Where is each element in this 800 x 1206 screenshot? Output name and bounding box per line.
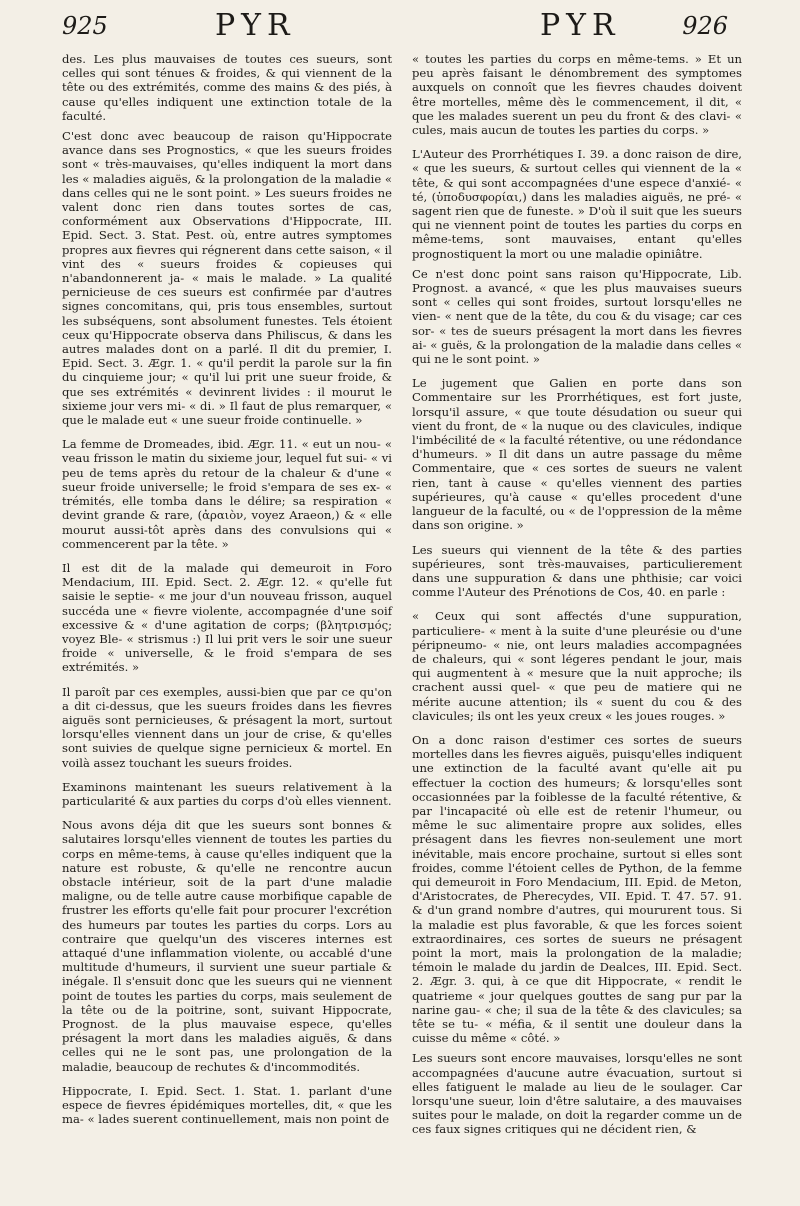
paragraph: C'est donc avec beaucoup de raison qu'Hippocrate avance dans ses Prognostics, « que les sueurs froides sont « très-mauvaises, qu'elles indiquent la mort dans les « maladies aiguës, & la prolongation de la maladie « dans celles qui ne le sont point. » Les sueurs froides ne valent donc rien dans toutes sortes de cas, conformément aux Observations d'Hippocrate, III. Epid. Sect. 3. Stat. Pest. où, entre autres symptomes propres aux fievres qui régnerent dans cette saison, « il vint des « sueurs froides & copieuses qui n'abandonnerent ja- « mais le malade. » La qualité pernicieuse de ces sueurs est confirmée par d'autres signes concomitans, qui, pris tous ensembles, surtout les subséquens, sont absolument funestes. Tels étoient ceux qu'Hippocrate observa dans Philiscus, & dans les autres malades dont on a parlé. Il dit du premier, I. Epid. Sect. 3. Ægr. 1. « qu'il perdit la parole sur la fin du cinquieme jour; « qu'il lui prit une sueur froide, & que ses extrémités « devinrent livides : il mourut le sixieme jour vers mi- « di. » Il faut de plus remarquer, « que le malade eut « une sueur froide continuelle. » — [62, 129, 392, 428]
paragraph: Il paroît par ces exemples, aussi-bien que par ce qu'on a dit ci-dessus, que les sueurs froides dans les fievres aiguës sont pernicieuses, & présagent la mort, surtout lorsqu'elles viennent dans un jour de crise, & qu'elles sont suivies de quelque signe pernicieux & mortel. En voilà assez touchant les sueurs froides. — [62, 684, 392, 770]
paragraph: « toutes les parties du corps en même-tems. » Et un peu après faisant le dénombrement des symptomes auxquels on connoît que les fievres chaudes doivent être mortelles, même dès le commencement, il dit, « que les malades suerent un peu du front & des clavi- « cules, mais aucun de toutes les parties du corps. » — [412, 52, 742, 138]
page-header — [0, 6, 800, 46]
paragraph: Hippocrate, I. Epid. Sect. 1. Stat. 1. parlant d'une espece de fievres épidémiques mortelles, dit, « que les ma- « lades suerent continuellement, mais non point de — [62, 1083, 392, 1127]
paragraph: Les sueurs qui viennent de la tête & des parties supérieures, sont très-mauvaises, particulierement dans une suppuration & dans une phthisie; car voici comme l'Auteur des Prénotions de Cos, 40. en parle : — [412, 542, 742, 600]
left-page-number: 925 — [62, 12, 108, 40]
paragraph: Le jugement que Galien en porte dans son Commentaire sur les Prorrhétiques, est fort juste, lorsqu'il assure, « que toute désudation ou sueur qui vient du front, de « la nuque ou des clavicules, indique l'imbécilité de « la faculté rétentive, ou une rédondance d'humeurs. » Il dit dans un autre passage du même Commentaire, que « ces sortes de sueurs ne valent rien, tant à cause « qu'elles viennent des parties supérieures, qu'à cause « qu'elles procedent d'une langueur de la faculté, ou « de l'oppression de la même dans son origine. » — [412, 376, 742, 533]
right-page-number: 926 — [682, 12, 728, 40]
paragraph: « Ceux qui sont affectés d'une suppuration, particuliere- « ment à la suite d'une pleurésie ou d'une péripneumo- « nie, ont leurs maladies accompagnées de chaleurs, qui « sont légeres pendant le jour, mais qui augmentent à « mesure que la nuit approche; ils crachent aussi quel- « que peu de matiere qui ne mérite aucune attention; ils « suent du cou & des clavicules; ils ont les yeux creux « les joues rouges. » — [412, 609, 742, 723]
paragraph: Il est dit de la malade qui demeuroit in Foro Mendacium, III. Epid. Sect. 2. Ægr. 12. « qu'elle fut saisie le septie- « me jour d'un nouveau frisson, auquel succéda une « fievre violente, accompagnée d'une soif excessive & « d'une agitation de corps; (βλητρισμός; voyez Ble- « strismus :) Il lui prit vers le soir une sueur froide « universelle, & le froid s'empara de ses extrémités. » — [62, 560, 392, 675]
paragraph: On a donc raison d'estimer ces sortes de sueurs mortelles dans les fievres aiguës, puisqu'elles indiquent une extinction de la faculté avant qu'elle ait pu effectuer la coction des humeurs; & lorsqu'elles sont occasionnées par la foiblesse de la faculté rétentive, & par l'incapacité où elle est de retenir l'humeur, ou même le suc alimentaire propre aux solides, elles présagent dans les fievres non-seulement une mort inévitable, mais encore prochaine, surtout si elles sont froides, comme l'étoient celles de Python, de la femme qui demeuroit in Foro Mendacium, III. Epid. de Meton, d'Aristocrates, de Pherecydes, VII. Epid. T. 47. 57. 91. & d'un grand nombre d'autres, qui moururent tous. Si la maladie est plus favorable, & que les forces soient extraordinaires, ces sortes de sueurs ne présagent point la mort, mais la prolongation de la maladie; témoin le malade du jardin de Dealces, III. Epid. Sect. 2. Ægr. 3. qui, à ce que dit Hippocrate, « rendit le quatrieme « jour quelques gouttes de sang pur par la narine gau- « che; il sua de la tête & des clavicules; sa tête se tu- « méfia, & il sentit une douleur dans la cuisse du même « côté. » — [412, 732, 742, 1046]
paragraph: Nous avons déja dit que les sueurs sont bonnes & salutaires lorsqu'elles viennent de toutes les parties du corps en même-tems, à cause qu'elles indiquent que la nature est robuste, & qu'elle ne rencontre aucun obstacle intérieur, soit de la part d'une maladie maligne, ou de telle autre cause morbifique capable de frustrer les efforts qu'elle fait pour procurer l'excrétion des humeurs par toutes les parties du corps. Lors au contraire que quelqu'un des visceres internes est attaqué d'une inflammation violente, ou accablé d'une multitude d'humeurs, il survient une sueur partiale & inégale. Il s'ensuit donc que les sueurs qui ne viennent point de toutes les parties du corps, mais seulement de la tête ou de la poitrine, sont, suivant Hippocrate, Prognost. de la plus mauvaise espece, qu'elles présagent la mort dans les maladies aiguës, & dans celles qui ne le sont pas, une prolongation de la maladie, beaucoup de rechutes & d'incommodités. — [62, 818, 392, 1074]
paragraph: des. Les plus mauvaises de toutes ces sueurs, sont celles qui sont ténues & froides, & qui viennent de la tête ou des extrémités, comme des mains & des piés, à cause qu'elles indiquent une extinction totale de la faculté. — [62, 52, 392, 123]
right-column — [412, 52, 742, 1143]
paragraph: La femme de Dromeades, ibid. Ægr. 11. « eut un nou- « veau frisson le matin du sixieme jour, lequel fut sui- « vi peu de tems après du retour de la chaleur & d'une « sueur froide universelle; le froid s'empara de ses ex- « trémités, elle tomba dans le délire; sa respiration « devint grande & rare, (ἀραιὸν, voyez Araeon,) & « elle mourut aussi-tôt après dans des convulsions qui « commencerent par la tête. » — [62, 437, 392, 551]
paragraph: L'Auteur des Prorrhétiques I. 39. a donc raison de dire, « que les sueurs, & surtout celles qui viennent de la « tête, & qui sont accompagnées d'une espece d'anxié- « té, (ὑποδυσφορίαι,) dans les maladies aiguës, ne pré- « sagent rien que de funeste. » D'où il suit que les sueurs qui ne viennent point de toutes les parties du corps en même-tems, sont mauvaises, entant qu'elles prognostiquent la mort ou une maladie opiniâtre. — [412, 147, 742, 261]
paragraph: Examinons maintenant les sueurs relativement à la particularité & aux parties du corps d'où elles viennent. — [62, 779, 392, 808]
left-column — [62, 52, 392, 1132]
left-running-head: PYR — [215, 8, 296, 43]
right-running-head: PYR — [540, 8, 621, 43]
paragraph: Les sueurs sont encore mauvaises, lorsqu'elles ne sont accompagnées d'aucune autre évacuation, surtout si elles fatiguent le malade au lieu de le soulager. Car lorsqu'une sueur, loin d'être salutaire, a des mauvaises suites pour le malade, on doit la regarder comme un de ces faux signes critiques qui ne décident rien, & — [412, 1051, 742, 1137]
paragraph: Ce n'est donc point sans raison qu'Hippocrate, Lib. Prognost. a avancé, « que les plus mauvaises sueurs sont « celles qui sont froides, surtout lorsqu'elles ne vien- « nent que de la tête, du cou & du visage; car ces sor- « tes de sueurs présagent la mort dans les fievres ai- « guës, & la prolongation de la maladie dans celles « qui ne le sont point. » — [412, 266, 742, 367]
